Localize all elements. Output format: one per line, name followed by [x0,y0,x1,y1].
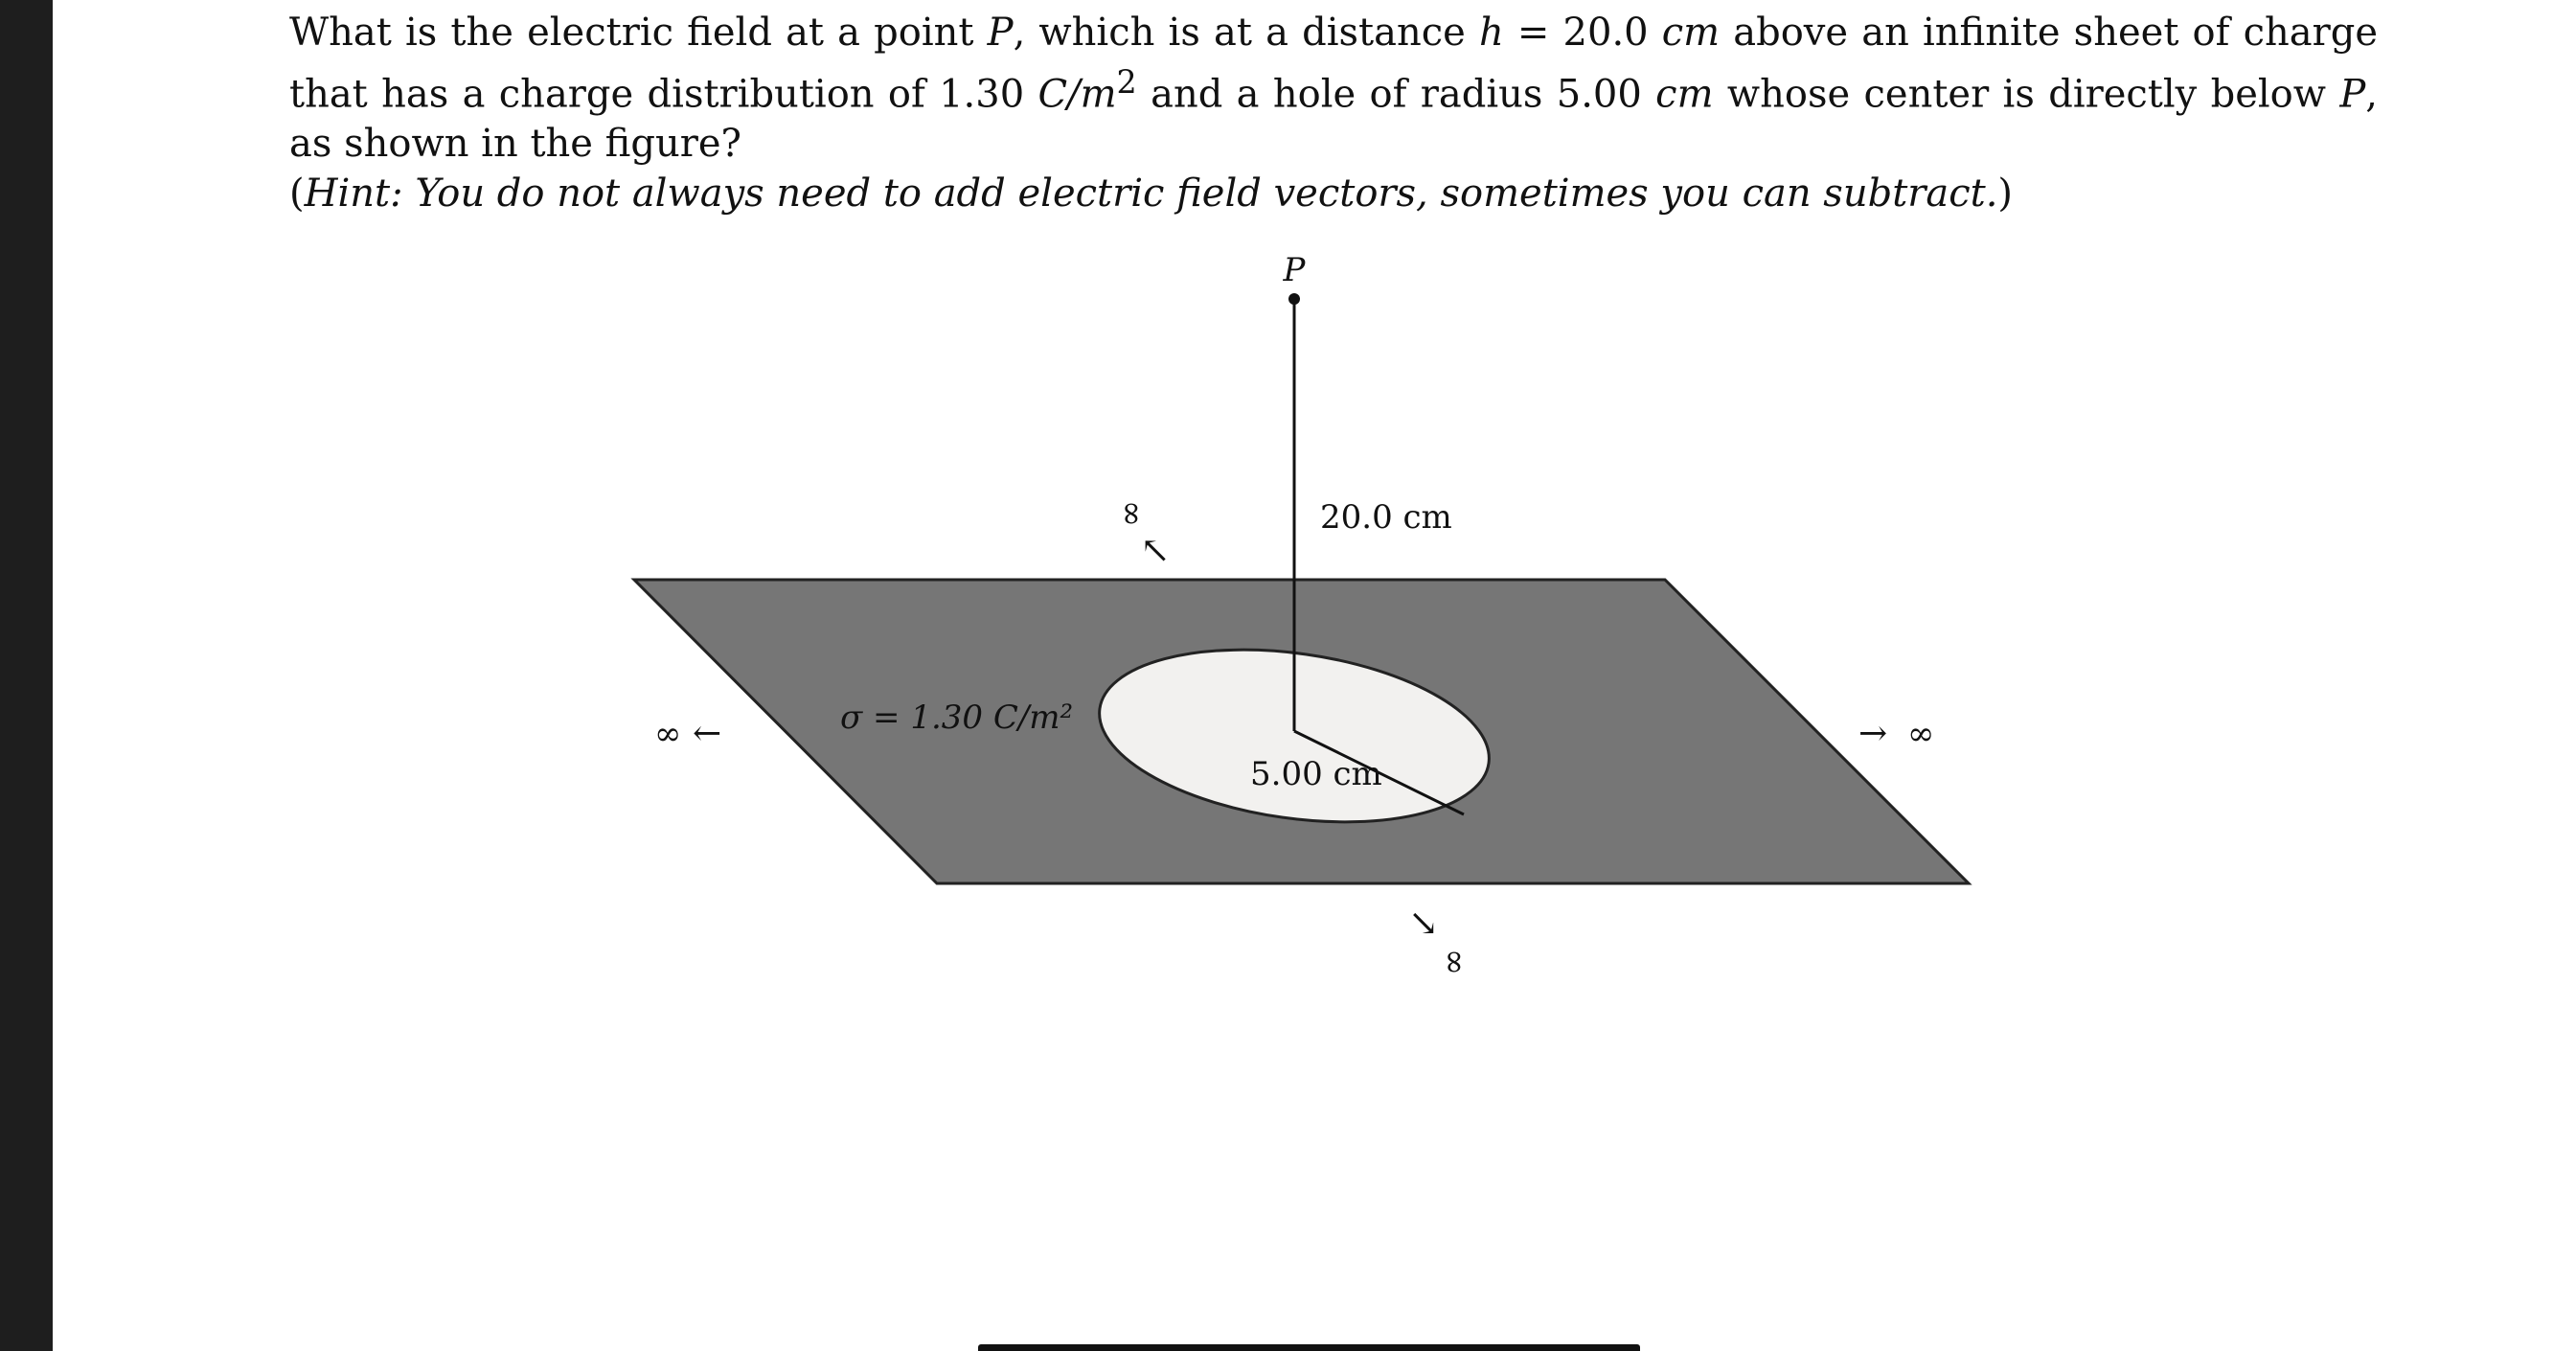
infinity-symbol-right: ∞ [1907,715,1935,753]
hint-paren: ) [1997,172,2014,217]
point-p-dot [1288,293,1300,305]
question-segment: What is the electric field at a point [289,11,988,55]
hint-paren: ( [289,172,305,217]
question-segment: , which is at a distance [1013,11,1479,55]
page-bottom-bar [978,1344,1640,1351]
sigma-label: σ = 1.30 C/m² [840,698,1074,737]
height-symbol: h [1478,11,1504,55]
point-symbol: P [987,11,1014,55]
infinity-symbol-left: ∞ [654,715,682,753]
arrow-up-left-icon: ↖ [1140,529,1171,571]
infinity-symbol-back: ∞ [1111,499,1150,528]
unit-exponent: 2 [1116,63,1137,101]
question-segment: above an infinite sheet of charge that has a charge distribution of 1.30 [289,11,2378,117]
height-label: 20.0 cm [1320,498,1452,537]
unit-cm: cm [1661,11,1721,55]
point-label: P [1283,251,1306,289]
radius-label: 5.00 cm [1250,755,1382,793]
arrow-down-right-icon: ↘ [1408,902,1439,944]
question-segment: , as shown in the figure? [289,72,2378,167]
question-segment: and a hole of radius 5.00 [1136,72,1656,117]
infinity-symbol-front: ∞ [1434,948,1472,976]
arrow-left-icon: ← [693,714,722,753]
charged-sheet-figure [53,0,2576,1351]
hint-body: Hint: You do not always need to add electric field vectors, sometimes you can subtract. [304,172,1998,217]
document-page [53,0,2576,1351]
unit-cm: cm [1655,72,1714,117]
arrow-right-icon: → [1858,714,1888,753]
question-segment: = 20.0 [1503,11,1662,55]
point-symbol: P [2339,72,2366,117]
unit-charge-density: C/m [1037,72,1117,117]
question-segment: whose center is directly below [1713,72,2340,117]
